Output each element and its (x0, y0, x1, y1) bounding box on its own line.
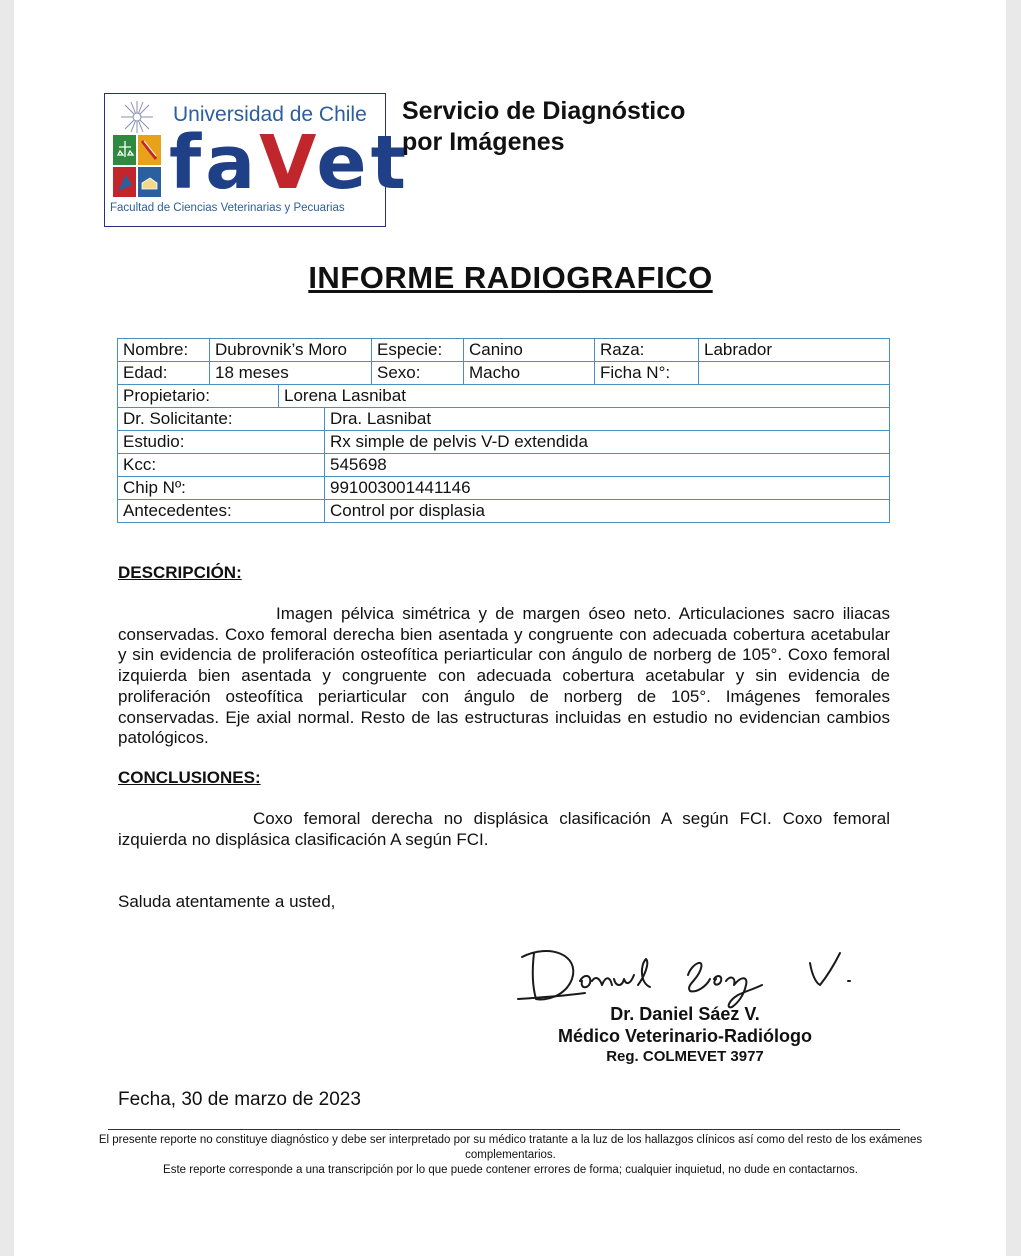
footer-disclaimer-2: Este reporte corresponde a una transcripción por lo que puede contener errores de forma; cualquier inquietud, no dude en contactarnos. (163, 1164, 858, 1176)
antecedentes-value: Control por displasia (325, 500, 890, 523)
propietario-value: Lorena Lasnibat (279, 385, 890, 408)
signer-name: Dr. Daniel Sáez V. (610, 1004, 760, 1024)
patient-info-table (117, 338, 890, 523)
edad-value: 18 meses (210, 362, 372, 385)
ficha-value (699, 362, 890, 385)
edad-label: Edad: (118, 362, 210, 385)
table-row (118, 362, 890, 385)
table-row (118, 500, 890, 523)
greeting: Saluda atentamente a usted, (118, 892, 336, 911)
description-heading: DESCRIPCIÓN: (118, 563, 242, 582)
logo-university-name: Universidad de Chile (173, 103, 367, 126)
footer-divider (108, 1129, 900, 1130)
sexo-value: Macho (464, 362, 595, 385)
table-row (118, 454, 890, 477)
description-text: Imagen pélvica simétrica y de margen óseo neto. Articulaciones sacro iliacas conservadas. Coxo femoral derecha bien asentada y congruente con adecuada cobertura acetabular y sin evidencia de proliferación osteofítica periarticular con ángulo de norberg de 105°. Coxo femoral izquierda bien asentada y congruente con adecuada cobertura acetabular y sin evidencia de proliferación osteofítica periarticular con ángulo de norberg de 105°. Imágenes femorales conservadas. Eje axial normal. Resto de las estructuras incluidas en estudio no evidencian cambios patológicos. (118, 604, 890, 748)
table-row (118, 477, 890, 500)
nombre-label: Nombre: (118, 339, 210, 362)
estudio-value: Rx simple de pelvis V-D extendida (325, 431, 890, 454)
signer-registration: Reg. COLMEVET 3977 (606, 1048, 764, 1065)
conclusions-text: Coxo femoral derecha no displásica clasificación A según FCI. Coxo femoral izquierda no displásica clasificación A según FCI. (118, 809, 890, 849)
favet-logo (104, 93, 410, 227)
nombre-value: Dubrovnik’s Moro (210, 339, 372, 362)
sexo-label: Sexo: (372, 362, 464, 385)
conclusions-heading: CONCLUSIONES: (118, 768, 261, 787)
footer-disclaimer-1: El presente reporte no constituye diagnóstico y debe ser interpretado por su médico tratante a la luz de los hallazgos clínicos así como del resto de los exámenes complementarios. (98, 1134, 923, 1161)
antecedentes-label: Antecedentes: (118, 500, 325, 523)
chip-label: Chip Nº: (118, 477, 325, 500)
kcc-value: 545698 (325, 454, 890, 477)
kcc-label: Kcc: (118, 454, 325, 477)
solicitante-value: Dra. Lasnibat (325, 408, 890, 431)
table-row (118, 431, 890, 454)
table-row (118, 408, 890, 431)
service-title: Servicio de Diagnóstico por Imágenes (402, 97, 686, 156)
ficha-label: Ficha N°: (595, 362, 699, 385)
signer-role: Médico Veterinario-Radiólogo (557, 1026, 813, 1046)
logo-wordmark: faVet (169, 120, 410, 206)
report-title: INFORME RADIOGRAFICO (308, 260, 713, 295)
solicitante-label: Dr. Solicitante: (118, 408, 325, 431)
logo-faculty-name: Facultad de Ciencias Veterinarias y Pecuarias (110, 202, 345, 214)
handwritten-signature (510, 935, 870, 1015)
university-emblem-icon (111, 99, 163, 199)
estudio-label: Estudio: (118, 431, 325, 454)
table-row (118, 385, 890, 408)
report-date: Fecha, 30 de marzo de 2023 (118, 1089, 361, 1110)
raza-value: Labrador (699, 339, 890, 362)
propietario-label: Propietario: (118, 385, 279, 408)
table-row (118, 339, 890, 362)
especie-label: Especie: (372, 339, 464, 362)
raza-label: Raza: (595, 339, 699, 362)
especie-value: Canino (464, 339, 595, 362)
chip-value: 991003001441146 (325, 477, 890, 500)
